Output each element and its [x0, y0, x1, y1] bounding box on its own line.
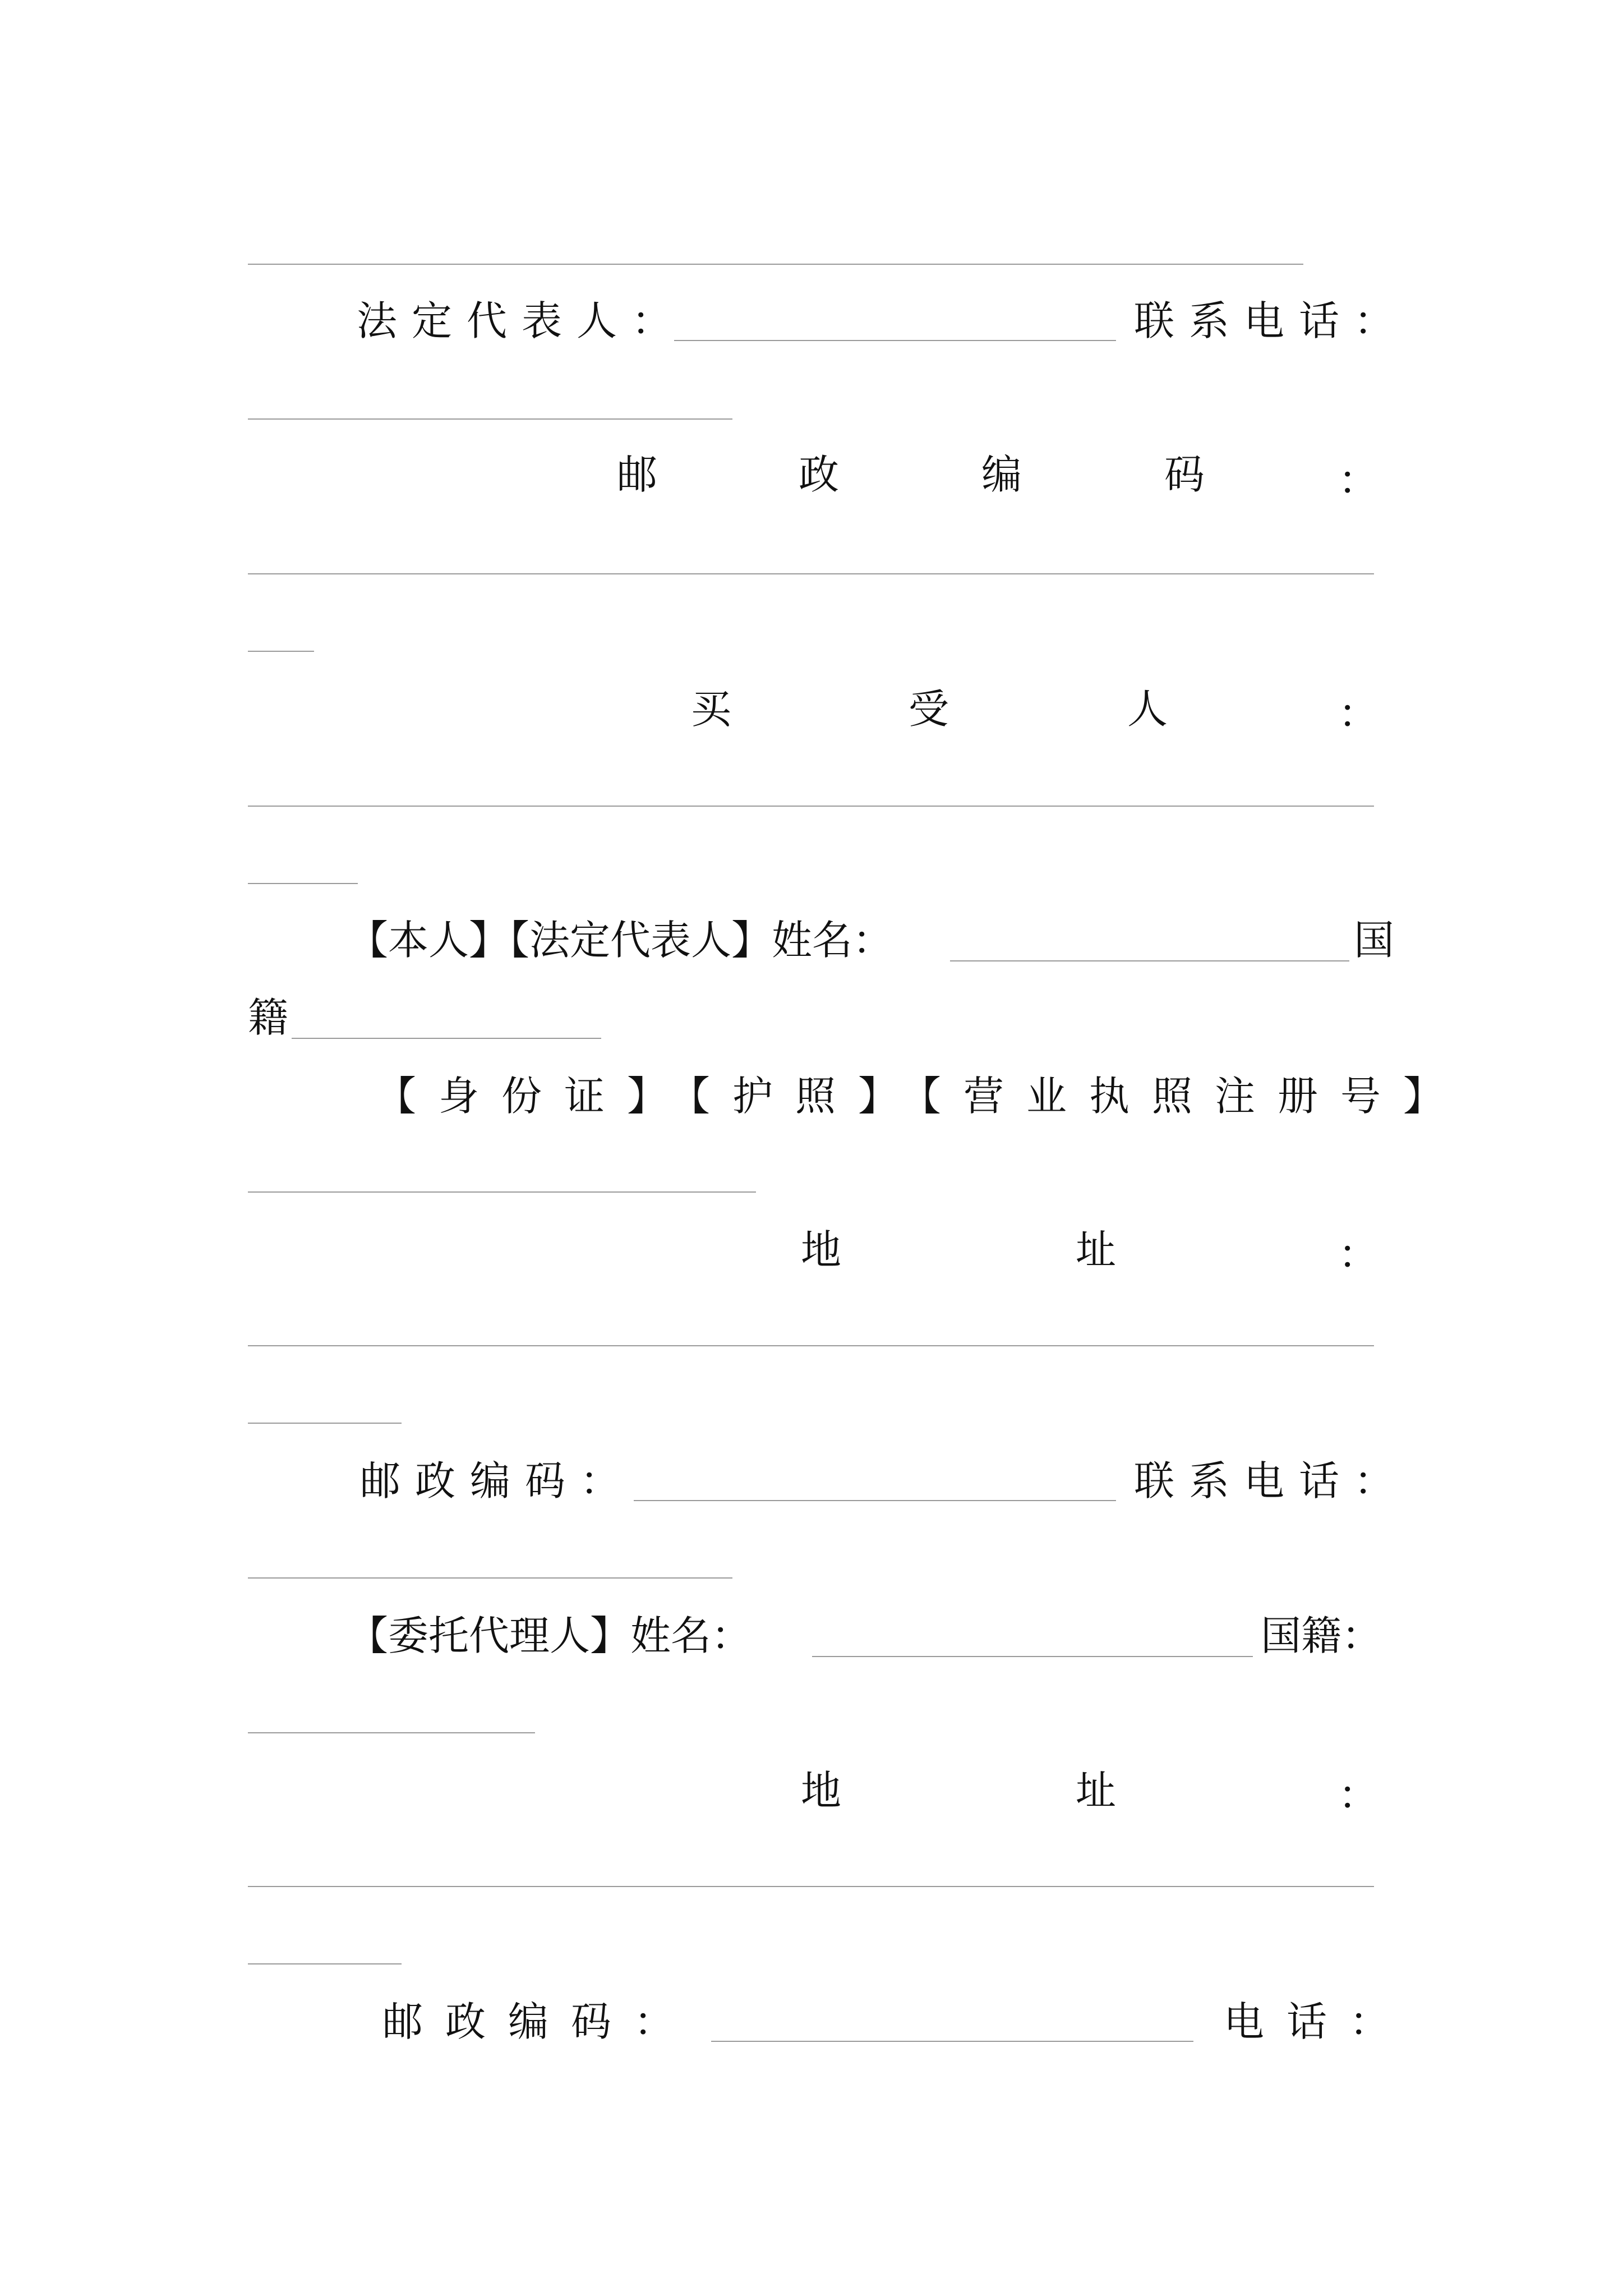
buyer-title-char-4: ：	[1338, 690, 1379, 737]
agent-address-blank[interactable]	[248, 1886, 1374, 1887]
buyer-title-char-3: 人	[1127, 685, 1168, 733]
agent-postal-blank[interactable]	[711, 2041, 1193, 2042]
seller-phone-blank[interactable]	[248, 418, 732, 420]
agent-phone-label: 电话：	[1224, 1998, 1413, 2045]
buyer-name-label: 【本人】【法定代表人】姓名：	[348, 917, 893, 964]
seller-name-blank[interactable]	[248, 264, 1303, 265]
buyer-postal-blank[interactable]	[634, 1500, 1116, 1501]
seller-postal-char-2: 政	[799, 451, 840, 498]
buyer-id-blank[interactable]	[248, 1191, 756, 1193]
seller-postal-blank-cont[interactable]	[248, 651, 314, 652]
buyer-phone-label: 联系电话：	[1134, 1457, 1409, 1504]
agent-address-char-3: ：	[1338, 1772, 1379, 1819]
agent-postal-label: 邮政编码：	[382, 1998, 697, 2045]
buyer-title-char-2: 受	[909, 685, 949, 733]
agent-address-char-2: 址	[1076, 1767, 1117, 1814]
legal-rep-label: 法定代表人：	[357, 297, 687, 344]
buyer-address-char-1: 地	[801, 1226, 842, 1273]
legal-rep-blank[interactable]	[674, 340, 1116, 341]
buyer-title-blank[interactable]	[248, 806, 1374, 807]
buyer-nationality-label-end: 国	[1354, 917, 1395, 964]
buyer-nationality-blank[interactable]	[292, 1038, 601, 1039]
agent-address-char-1: 地	[801, 1767, 842, 1814]
seller-postal-char-5: ：	[1338, 457, 1379, 504]
agent-nationality-blank[interactable]	[248, 1732, 535, 1733]
agent-name-blank[interactable]	[812, 1656, 1253, 1657]
buyer-address-blank-cont[interactable]	[248, 1423, 402, 1424]
buyer-title-blank-cont[interactable]	[248, 883, 358, 884]
buyer-postal-label: 邮政编码：	[360, 1457, 635, 1504]
seller-postal-blank[interactable]	[248, 573, 1374, 574]
agent-address-blank-cont[interactable]	[248, 1963, 402, 1964]
agent-name-label: 【委托代理人】姓名：	[348, 1612, 752, 1659]
buyer-phone-blank[interactable]	[248, 1577, 732, 1579]
buyer-address-char-2: 址	[1076, 1226, 1117, 1273]
buyer-nationality-label-cont: 籍	[248, 994, 289, 1041]
buyer-address-char-3: ：	[1338, 1231, 1379, 1278]
seller-postal-char-1: 邮	[617, 451, 658, 498]
buyer-name-blank[interactable]	[950, 960, 1349, 961]
seller-phone-label: 联系电话：	[1134, 297, 1409, 344]
buyer-title-char-1: 买	[691, 685, 732, 733]
agent-nationality-label: 国籍：	[1261, 1612, 1382, 1659]
seller-postal-char-4: 码	[1164, 451, 1205, 498]
seller-postal-char-3: 编	[981, 451, 1022, 498]
buyer-id-types: 【身份证】【护照】【营业执照注册号】	[376, 1073, 1467, 1120]
buyer-address-blank[interactable]	[248, 1345, 1374, 1346]
